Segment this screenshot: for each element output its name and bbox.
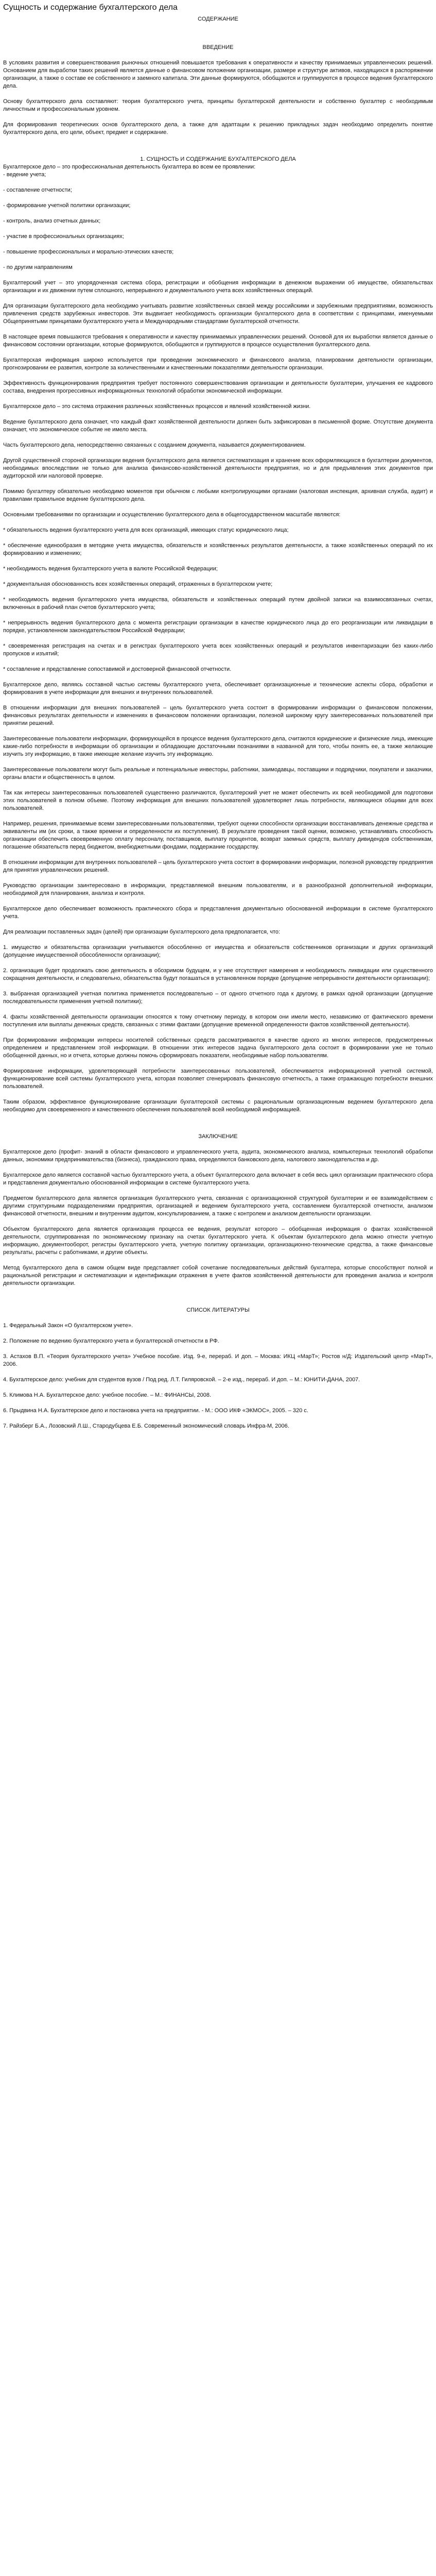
paragraph: Например, решения, принимаемые всеми заинтересованными пользователями, требуют оценки способности организации восстанавливать денежные средства и эквиваленты им (их сроки, а также времени и определенности их поступления). В результате проведения такой оценки, возможно, устанавливать способность организации обеспечить своевременную оплату персоналу, поставщиков, выплату процентов, возврат заемных средств, выплату дивидендов собственникам, погашение обязательств перед бюджетом, внебюджетными фондами, поддержание государству. — [3, 821, 433, 850]
section-1-intro: Бухгалтерское дело – это профессиональная деятельность бухгалтера во всем ее проявлении: — [3, 164, 256, 170]
paragraph: Часть бухгалтерского дела, непосредственно связанных с созданием документа, называется документированием. — [3, 442, 306, 448]
assumption-item: 4. факты хозяйственной деятельности организации относятся к тому отчетному периоду, в котором они имели место, независимо от фактического времени поступления или выплаты денежных средств, связанных с этими фактами (допущение временной определенности фактов хозяйственной деятельности). — [3, 1014, 433, 1028]
document-title: Сущность и содержание бухгалтерского дела — [3, 3, 178, 12]
requirement-item: * составление и представление сопоставимой и достоверной финансовой отчетности. — [3, 666, 232, 672]
paragraph: Ведение бухгалтерского дела означает, что каждый факт хозяйственной деятельности должен быть зафиксирован в письменной форме. Отсутствие документа означает, что экономическое событие не имело места. — [3, 419, 433, 433]
conclusion-section — [3, 1133, 433, 1287]
paragraph: Заинтересованные пользователи могут быть реальные и потенциальные инвесторы, работники, заимодавцы, поставщики и подрядчики, покупатели и заказчики, органы власти и общественность в целом. — [3, 767, 433, 781]
requirement-item: * необходимость ведения бухгалтерского учета имущества, обязательств и хозяйственных операций путем двойной записи на взаимосвязанных счетах, включенных в рабочий план счетов бухгалтерского учета; — [3, 597, 433, 611]
paragraph: При формировании информации интересы носителей собственных средств рассматриваются в качестве одного из многих интересов, предусмотренных определением и представлением этой информации. В отношении этих интересов задача бухгалтерского дела состоит в формировании уже не только обобщенной данных, но и отчета, которые должны помочь сформировать показатели, необходимые набор пользователям. — [3, 1037, 433, 1059]
paragraph: Таким образом, эффективное функционирование организации бухгалтерской системы с рациональным организационным ведением бухгалтерского дела необходимо для своевременного и качественного обеспечения пользователей всей необходимой информацией. — [3, 1099, 433, 1113]
paragraph: Метод бухгалтерского дела в самом общем виде представляет собой сочетание последовательных действий бухгалтера, которые способствуют полной и рациональной регистрации и систематизации и идентификации отражения в учете фактов хозяйственной деятельности для проведения анализа и контроля деятельности организации. — [3, 1265, 433, 1286]
requirement-item: * своевременная регистрация на счетах и в регистрах бухгалтерского учета всех хозяйственных операций и результатов инвентаризации без каких-либо пропусков и изъятий; — [3, 643, 433, 657]
paragraph: Бухгалтерское дело (профит- знаний в области финансового и управленческого учета, аудита, экономического анализа, компьютерных технологий обработки данных, экономики предпринимательства (бизнеса), гражданского права, определяются банковского дела, налогового законодательства и др. — [3, 1149, 433, 1163]
assumption-item: 1. имущество и обязательства организации учитываются обособленно от имущества и обязательств собственников организации и других организаций (допущение имущественной обособленности организации); — [3, 944, 433, 958]
reference-item: 3. Астахов В.П. «Теория бухгалтерского учета» Учебное пособие. Изд. 9-е, перераб. И доп. – Москва: ИКЦ «МарТ»; Ростов н/Д: Издательский центр «МарТ», 2006. — [3, 1353, 433, 1367]
paragraph: В настоящее время повышаются требования к оперативности и качеству принимаемых управленческих решений. Основой для их выработки является данные о финансовом состоянии организации, которые формируются, обобщаются и группируются в процессе осуществления бухгалтерского дела. — [3, 334, 433, 348]
reference-item: 4. Бухгалтерское дело: учебник для студентов вузов / Под ред. Л.Т. Гиляровской. – 2-е изд., перераб. И доп. – М.: ЮНИТИ-ДАНА, 2007. — [3, 1377, 360, 1383]
reference-item: 1. Федеральный Закон «О бухгалтерском учете». — [3, 1323, 133, 1329]
requirement-item: * обязательность ведения бухгалтерского учета для всех организаций, имеющих статус юридического лица; — [3, 527, 289, 533]
duty-list-item: - участие в профессиональных организациях; — [3, 233, 124, 240]
paragraph: Для формирования теоретических основ бухгалтерского дела, а также для адаптации к решению прикладных задач необходимо определить понятие бухгалтерского дела, его цели, объект, предмет и содержание. — [3, 122, 433, 135]
references-section — [3, 1307, 433, 1430]
paragraph: Объектом бухгалтерского дела является организация процесса ее ведения, результат которого – обобщенная информация о фактах хозяйственной деятельности, сгруппированная по экономическому признаку на счетах бухгалтерского учета. К объектам бухгалтерского дела можно отнести учетную информацию, документооборот, регистры бухгалтерского учета, учетную политику организации, организационно-технические средства, а также финансовые результаты, расчеты с работниками, и другие объекты. — [3, 1226, 433, 1256]
paragraph: В отношении информации для внешних пользователей – цель бухгалтерского учета состоит в формировании информации о финансовом положении, финансовых результатах деятельности и изменениях в финансовом положении организации, полезной широкому кругу заинтересованных пользователей при принятии решений. — [3, 705, 433, 726]
paragraph: Бухгалтерская информация широко используется при проведении экономического и финансового анализа, планировании деятельности организации, прогнозировании ее развития, контроле за количественными и качественными показателями деятельности организации. — [3, 357, 433, 371]
paragraph: В условиях развития и совершенствования рыночных отношений повышается требования к оперативности и качеству принимаемых управленческих решений. Основанием для выработки таких решений является данные о финансовом положении организации, размере и структуре активов, находящихся в распоряжении организации, а также о составе ее собственного и заемного капитала. Эти данные формируются, обобщаются и группируются в процессе ведения бухгалтерского дела. — [3, 60, 433, 89]
requirement-item: * обеспечение единообразия в методике учета имущества, обязательств и хозяйственных результатов деятельности, а также хозяйственных операций по их формированию и изменению; — [3, 543, 433, 556]
paragraph: Бухгалтерский учет – это упорядоченная система сбора, регистрации и обобщения информации в денежном выражении об имуществе, обязательствах организации и их движении путем сплошного, непрерывного и документального учета всех хозяйственных операций. — [3, 280, 433, 294]
paragraph: Бухгалтерское дело – это система отражения различных хозяйственных процессов и явлений хозяйственной жизни. — [3, 403, 311, 410]
duty-list-item: - по другим направлениям — [3, 264, 73, 270]
paragraph: Заинтересованные пользователи информации, формирующейся в процессе ведения бухгалтерского дела, считаются юридические и физические лица, имеющие какие-либо потребности в информации об организации и обладающие достаточными познаниями в названной для того, чтобы понять ее, а также желающие изучить эту информацию, в также имеющие желание изучить эту информацию. — [3, 736, 433, 757]
paragraph: Формирование информации, удовлетворяющей потребности заинтересованных пользователей, обеспечивается информационной учетной системой, функционирование всей системы бухгалтерского учета, которая позволяет сгенерировать финансовую отчетность, а также отражающую потребности внешних пользователей. — [3, 1068, 433, 1090]
paragraph: Бухгалтерское дело обеспечивает возможность практического сбора и представления документально обоснованной информации в системе бухгалтерского учета. — [3, 906, 433, 920]
paragraph: Основными требованиями по организации и осуществлению бухгалтерского дела в общегосударственном масштабе являются: — [3, 512, 341, 518]
duty-list-item: - формирование учетной политики организации; — [3, 202, 131, 209]
requirement-item: * документальная обоснованность всех хозяйственных операций, отраженных в бухгалтерском учете; — [3, 581, 273, 587]
paragraph: В отношении информации для внутренних пользователей – цель бухгалтерского учета состоит в формировании информации, полезной руководству предприятия для принятия управленческих решений. — [3, 859, 433, 873]
paragraph: Помимо бухгалтеру обязательно необходимо моментов при обычном с любыми контролирующими органами (налоговая инспекция, архивная служба, аудит) и правилами правильное ведение бухгалтерского дела. — [3, 488, 433, 502]
paragraph: Эффективность функционирования предприятия требует постоянного совершенствования организации и деятельности бухгалтерии, улучшения ее кадрового состава, внедрения прогрессивных информационных технологий обработки экономической информации. — [3, 380, 433, 394]
reference-item: 7. Райзберг Б.А., Лозовский Л.Ш., Стародубцева Е.Б. Современный экономический словарь Инфра-М, 2006. — [3, 1423, 289, 1429]
reference-item: 2. Положение по ведению бухгалтерского учета и бухгалтерской отчетности в РФ. — [3, 1338, 219, 1344]
paragraph: Руководство организации заинтересовано в информации, представляемой внешним пользователям, и в разнообразной дополнительной информации, необходимой для планирования, анализа и контроля. — [3, 883, 433, 896]
paragraph: Для реализации поставленных задач (целей) при организации бухгалтерского дела предполагается, что: — [3, 929, 281, 935]
paragraph: Так как интересы заинтересованных пользователей существенно различаются, бухгалтерский учет не может обеспечить их всей необходимой для подготовки этих пользователей в полном объеме. Поэтому информация для внешних пользователей удовлетворяет лишь потребности, являющиеся общими для всех пользователей. — [3, 790, 433, 811]
paragraph: Бухгалтерское дело, являясь составной частью системы бухгалтерского учета, обеспечивает организационные и технические аспекты сбора, обработки и формирования в учете информации для внешних и внутренних пользователей. — [3, 682, 433, 696]
duty-list-item: - ведение учета; — [3, 172, 46, 178]
paragraph: Основу бухгалтерского дела составляют: теория бухгалтерского учета, принципы бухгалтерской деятельности и собственно бухгалтер с необходимым личностным и профессиональным уровнем. — [3, 98, 433, 112]
paragraph: Предметом бухгалтерского дела является организация бухгалтерского учета, связанная с организационной структурой бухгалтерии и ее взаимодействием с другими структурными подразделениями предприятия, организацией и ведением бухгалтерского учета, составлением бухгалтерской отчетности, анализом финансовой отчетности, внешним и внутренним аудитом, консультированием, а также с контролем и анализом деятельности организации. — [3, 1195, 433, 1217]
reference-item: 5. Климова Н.А. Бухгалтерское дело: учебное пособие. – М.: ФИНАНСЫ, 2008. — [3, 1392, 212, 1398]
requirement-item: * непрерывность ведения бухгалтерского дела с момента регистрации организации в качестве юридического лица до его реорганизации или ликвидации в порядке, установленном законодательством Российской Федерации; — [3, 620, 433, 634]
assumption-item: 3. выбранная организацией учетная политика применяется последовательно – от одного отчетного года к другому, в рамках одной организации (допущение последовательности применения учетной политики); — [3, 991, 433, 1005]
toc-heading: СОДЕРЖАНИЕ — [198, 16, 238, 22]
section-1-heading: 1. СУЩНОСТЬ И СОДЕРЖАНИЕ БУХГАЛТЕРСКОГО ДЕЛА — [140, 156, 296, 162]
requirement-item: * необходимость ведения бухгалтерского учета в валюте Российской Федерации; — [3, 566, 218, 572]
introduction-section — [3, 44, 433, 137]
section-1 — [3, 156, 433, 1114]
paragraph: Для организации бухгалтерского дела необходимо учитывать развитие хозяйственных связей между российскими и зарубежными предприятиями, возможность привлечения средств зарубежных инвесторов. Эти выдвигает необходимость организации бухгалтерского дела в соответствии с принципами, именуемыми Общепринятыми принципами бухгалтерского учета и Международными стандартами бухгалтерской отчетности. — [3, 303, 433, 325]
assumption-item: 2. организация будет продолжать свою деятельность в обозримом будущем, и у нее отсутствуют намерения и необходимость ликвидации или существенного сокращения деятельности, и следовательно, обязательства будут погашаться в установленном порядке (допущение непрерывности деятельности организации); — [3, 968, 433, 981]
references-heading: СПИСОК ЛИТЕРАТУРЫ — [186, 1307, 250, 1313]
paragraph: Другой существенной стороной организации ведения бухгалтерского дела является систематизация и хранение всех оформляющихся в бухгалтерии документов, необходимых впоследствии не только для анализа финансово-хозяйственной деятельности предприятия, но и для предъявления этих документов при аудиторской или налоговой проверке. — [3, 457, 433, 479]
duty-list-item: - составление отчетности; — [3, 187, 72, 193]
duty-list-item: - контроль, анализ отчетных данных; — [3, 218, 101, 224]
duty-list-item: - повышение профессиональных и морально-этических качеств; — [3, 249, 174, 255]
paragraph: Бухгалтерское дело является составной частью бухгалтерского учета, а объект бухгалтерского дела включает в себя весь цикл организации практического сбора и представления документально обоснованной информации в системе бухгалтерского учета. — [3, 1172, 433, 1186]
conclusion-heading: ЗАКЛЮЧЕНИЕ — [198, 1133, 238, 1140]
introduction-heading: ВВЕДЕНИЕ — [202, 44, 234, 50]
reference-item: 6. Прыдвина Н.А. Бухгалтерское дело и постановка учета на предприятии. - М.: ООО ИКФ «ЭКМОС», 2005. – 320 с. — [3, 1408, 308, 1414]
